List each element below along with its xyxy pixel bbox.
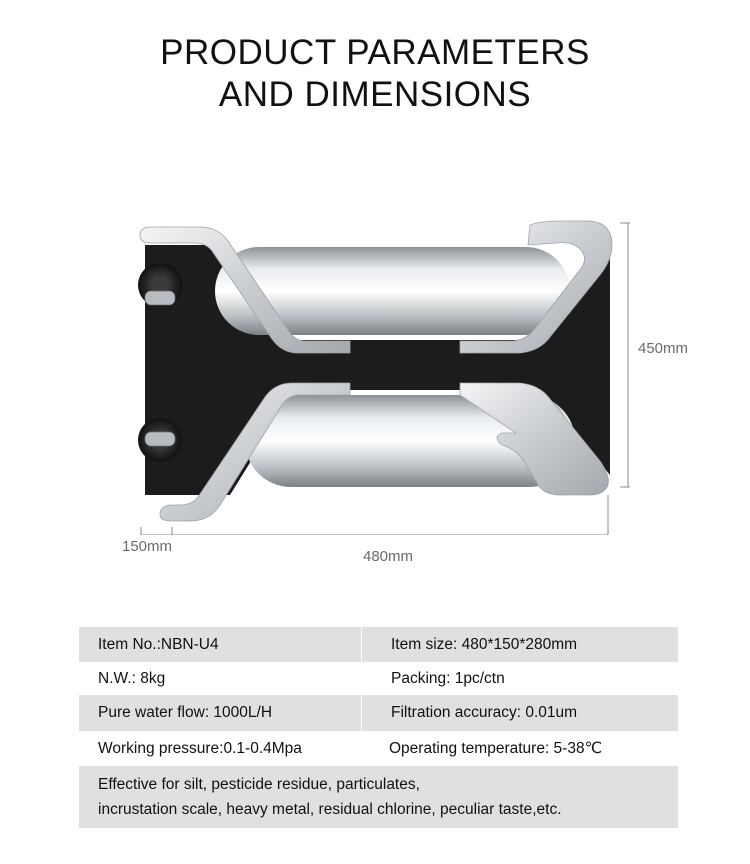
height-dimension: 450mm	[638, 340, 689, 357]
spec-effective	[79, 766, 678, 828]
title-line-2: AND DIMENSIONS	[218, 75, 532, 114]
spec-packing: Packing: 1pc/ctn	[391, 669, 505, 687]
spec-row-1	[79, 627, 678, 662]
depth-dimension: 150mm	[122, 538, 173, 555]
title-line-1: PRODUCT PARAMETERS	[160, 33, 590, 72]
width-dimension: 480mm	[363, 548, 414, 565]
spec-net-weight: N.W.: 8kg	[98, 669, 166, 687]
page-title	[0, 32, 750, 116]
effective-line-2: incrustation scale, heavy metal, residual chlorine, peculiar taste,etc.	[98, 801, 562, 818]
spec-row-3	[79, 695, 678, 731]
effective-line-1: Effective for silt, pesticide residue, particulates,	[98, 776, 420, 793]
spec-item-no: Item No.:NBN-U4	[98, 635, 219, 653]
spec-row-effective	[79, 766, 678, 828]
upper-water-fitting	[145, 291, 175, 305]
spec-row-4	[79, 731, 678, 766]
spec-operating-temperature: Operating temperature: 5-38℃	[389, 740, 602, 757]
spec-filtration-accuracy: Filtration accuracy: 0.01um	[391, 704, 578, 721]
product-image	[120, 205, 640, 535]
spec-table	[79, 627, 678, 828]
lower-water-fitting	[145, 432, 175, 446]
spec-water-flow: Pure water flow: 1000L/H	[98, 704, 273, 721]
spec-working-pressure: Working pressure:0.1-0.4Mpa	[98, 739, 302, 757]
spec-row-2	[79, 662, 678, 695]
spec-item-size: Item size: 480*150*280mm	[391, 635, 578, 653]
